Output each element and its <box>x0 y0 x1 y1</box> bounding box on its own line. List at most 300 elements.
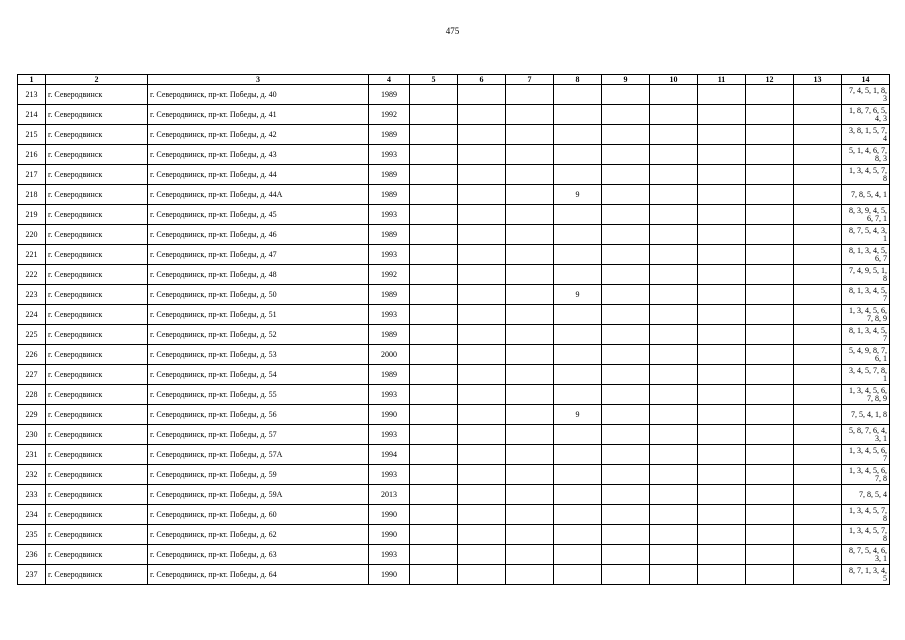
table-row <box>18 405 890 425</box>
empty-cell <box>506 265 554 285</box>
empty-cell <box>506 505 554 525</box>
column-8-cell: 9 <box>554 185 602 205</box>
empty-cell <box>410 105 458 125</box>
empty-cell <box>410 545 458 565</box>
year-cell: 1990 <box>369 405 410 425</box>
row-number-cell: 222 <box>18 265 46 285</box>
column-14-cell <box>842 385 890 405</box>
column-14-line: 3 <box>883 93 887 103</box>
empty-cell <box>794 545 842 565</box>
empty-cell <box>506 305 554 325</box>
empty-cell <box>650 565 698 585</box>
empty-cell <box>410 325 458 345</box>
empty-cell <box>698 385 746 405</box>
column-14-cell <box>842 205 890 225</box>
empty-cell <box>602 465 650 485</box>
column-14-line: 8 <box>883 273 887 283</box>
column-14-line: 7, 5, 4, 1, 8 <box>851 409 887 419</box>
table-row <box>18 545 890 565</box>
row-number-cell: 216 <box>18 145 46 165</box>
year-cell: 1993 <box>369 425 410 445</box>
column-8-cell <box>554 465 602 485</box>
empty-cell <box>410 385 458 405</box>
address-cell: г. Северодвинск, пр-кт. Победы, д. 60 <box>148 505 369 525</box>
settlement-cell: г. Северодвинск <box>46 525 148 545</box>
column-header: 6 <box>458 75 506 85</box>
empty-cell <box>506 185 554 205</box>
year-cell: 1993 <box>369 545 410 565</box>
empty-cell <box>746 345 794 365</box>
empty-cell <box>794 245 842 265</box>
empty-cell <box>410 345 458 365</box>
empty-cell <box>794 305 842 325</box>
settlement-cell: г. Северодвинск <box>46 205 148 225</box>
column-14-line: 6, 7, 1 <box>867 213 887 223</box>
empty-cell <box>698 85 746 105</box>
table-row <box>18 485 890 505</box>
table-row <box>18 345 890 365</box>
empty-cell <box>410 565 458 585</box>
year-cell: 1993 <box>369 385 410 405</box>
column-14-line: 5 <box>883 573 887 583</box>
empty-cell <box>794 225 842 245</box>
empty-cell <box>698 465 746 485</box>
empty-cell <box>458 185 506 205</box>
column-14-line: 4, 3 <box>875 113 887 123</box>
empty-cell <box>458 105 506 125</box>
column-8-cell: 9 <box>554 285 602 305</box>
empty-cell <box>458 565 506 585</box>
empty-cell <box>410 165 458 185</box>
empty-cell <box>458 525 506 545</box>
table-row <box>18 325 890 345</box>
column-header: 13 <box>794 75 842 85</box>
column-14-cell <box>842 285 890 305</box>
empty-cell <box>602 425 650 445</box>
column-14-line: 3, 4, 5, 7, 8, <box>849 365 887 375</box>
empty-cell <box>650 185 698 205</box>
column-header: 11 <box>698 75 746 85</box>
empty-cell <box>506 125 554 145</box>
empty-cell <box>602 185 650 205</box>
empty-cell <box>794 465 842 485</box>
column-8-cell <box>554 365 602 385</box>
table-row <box>18 365 890 385</box>
column-14-line: 1, 3, 4, 5, 7, <box>849 525 887 535</box>
year-cell: 1989 <box>369 85 410 105</box>
column-14-cell <box>842 265 890 285</box>
column-14-cell <box>842 85 890 105</box>
empty-cell <box>506 365 554 385</box>
address-cell: г. Северодвинск, пр-кт. Победы, д. 46 <box>148 225 369 245</box>
settlement-cell: г. Северодвинск <box>46 405 148 425</box>
empty-cell <box>794 485 842 505</box>
row-number-cell: 223 <box>18 285 46 305</box>
column-14-line: 7, 8, 5, 4, 1 <box>851 189 887 199</box>
row-number-cell: 224 <box>18 305 46 325</box>
row-number-cell: 232 <box>18 465 46 485</box>
column-14-line: 8 <box>883 513 887 523</box>
empty-cell <box>458 265 506 285</box>
row-number-cell: 233 <box>18 485 46 505</box>
settlement-cell: г. Северодвинск <box>46 485 148 505</box>
address-cell: г. Северодвинск, пр-кт. Победы, д. 59А <box>148 485 369 505</box>
empty-cell <box>602 525 650 545</box>
empty-cell <box>794 185 842 205</box>
column-14-cell <box>842 125 890 145</box>
settlement-cell: г. Северодвинск <box>46 105 148 125</box>
empty-cell <box>506 565 554 585</box>
empty-cell <box>410 405 458 425</box>
settlement-cell: г. Северодвинск <box>46 125 148 145</box>
column-14-line: 5, 1, 4, 6, 7, <box>849 145 887 155</box>
empty-cell <box>698 125 746 145</box>
empty-cell <box>794 325 842 345</box>
empty-cell <box>698 185 746 205</box>
empty-cell <box>698 225 746 245</box>
empty-cell <box>650 205 698 225</box>
column-14-line: 1, 3, 4, 5, 6, <box>849 305 887 315</box>
address-cell: г. Северодвинск, пр-кт. Победы, д. 50 <box>148 285 369 305</box>
column-14-line: 8, 1, 3, 4, 5, <box>849 325 887 335</box>
column-14-cell <box>842 485 890 505</box>
year-cell: 1989 <box>369 285 410 305</box>
empty-cell <box>602 285 650 305</box>
column-14-cell <box>842 145 890 165</box>
empty-cell <box>794 405 842 425</box>
empty-cell <box>602 265 650 285</box>
year-cell: 1989 <box>369 185 410 205</box>
column-14-cell <box>842 165 890 185</box>
year-cell: 1993 <box>369 465 410 485</box>
empty-cell <box>746 105 794 125</box>
empty-cell <box>410 205 458 225</box>
address-cell: г. Северодвинск, пр-кт. Победы, д. 44А <box>148 185 369 205</box>
year-cell: 1989 <box>369 365 410 385</box>
empty-cell <box>410 125 458 145</box>
column-8-cell <box>554 545 602 565</box>
column-14-line: 6, 1 <box>875 353 887 363</box>
empty-cell <box>458 485 506 505</box>
empty-cell <box>650 225 698 245</box>
empty-cell <box>698 485 746 505</box>
table-row <box>18 85 890 105</box>
column-14-line: 8, 7, 1, 3, 4, <box>849 565 887 575</box>
column-14-line: 8 <box>883 173 887 183</box>
empty-cell <box>650 445 698 465</box>
empty-cell <box>458 505 506 525</box>
empty-cell <box>506 525 554 545</box>
column-14-line: 1, 3, 4, 5, 7, <box>849 165 887 175</box>
empty-cell <box>650 485 698 505</box>
empty-cell <box>746 145 794 165</box>
empty-cell <box>650 505 698 525</box>
empty-cell <box>698 105 746 125</box>
column-header: 4 <box>369 75 410 85</box>
column-header: 7 <box>506 75 554 85</box>
table-row <box>18 205 890 225</box>
empty-cell <box>746 245 794 265</box>
empty-cell <box>698 425 746 445</box>
empty-cell <box>650 405 698 425</box>
column-header: 10 <box>650 75 698 85</box>
address-cell: г. Северодвинск, пр-кт. Победы, д. 47 <box>148 245 369 265</box>
year-cell: 2000 <box>369 345 410 365</box>
empty-cell <box>506 225 554 245</box>
empty-cell <box>698 325 746 345</box>
empty-cell <box>698 365 746 385</box>
column-8-cell <box>554 565 602 585</box>
year-cell: 1990 <box>369 525 410 545</box>
empty-cell <box>602 245 650 265</box>
empty-cell <box>506 285 554 305</box>
empty-cell <box>746 505 794 525</box>
empty-cell <box>410 185 458 205</box>
address-cell: г. Северодвинск, пр-кт. Победы, д. 43 <box>148 145 369 165</box>
table-row <box>18 105 890 125</box>
row-number-cell: 213 <box>18 85 46 105</box>
empty-cell <box>602 345 650 365</box>
column-header: 14 <box>842 75 890 85</box>
settlement-cell: г. Северодвинск <box>46 325 148 345</box>
column-header: 2 <box>46 75 148 85</box>
address-cell: г. Северодвинск, пр-кт. Победы, д. 59 <box>148 465 369 485</box>
empty-cell <box>506 465 554 485</box>
column-14-line: 8, 7, 5, 4, 3, <box>849 225 887 235</box>
table-row <box>18 305 890 325</box>
row-number-cell: 218 <box>18 185 46 205</box>
address-cell: г. Северодвинск, пр-кт. Победы, д. 54 <box>148 365 369 385</box>
empty-cell <box>506 85 554 105</box>
column-14-line: 8, 1, 3, 4, 5, <box>849 285 887 295</box>
empty-cell <box>602 145 650 165</box>
settlement-cell: г. Северодвинск <box>46 505 148 525</box>
column-14-line: 8, 3, 9, 4, 5, <box>849 205 887 215</box>
year-cell: 1992 <box>369 265 410 285</box>
empty-cell <box>506 405 554 425</box>
empty-cell <box>506 445 554 465</box>
row-number-cell: 215 <box>18 125 46 145</box>
settlement-cell: г. Северодвинск <box>46 465 148 485</box>
empty-cell <box>746 285 794 305</box>
row-number-cell: 225 <box>18 325 46 345</box>
empty-cell <box>746 305 794 325</box>
empty-cell <box>506 425 554 445</box>
empty-cell <box>650 85 698 105</box>
column-14-cell <box>842 325 890 345</box>
empty-cell <box>746 265 794 285</box>
address-cell: г. Северодвинск, пр-кт. Победы, д. 56 <box>148 405 369 425</box>
address-cell: г. Северодвинск, пр-кт. Победы, д. 51 <box>148 305 369 325</box>
row-number-cell: 230 <box>18 425 46 445</box>
column-14-line: 7, 4, 5, 1, 8, <box>849 85 887 95</box>
column-8-cell <box>554 125 602 145</box>
empty-cell <box>458 345 506 365</box>
empty-cell <box>506 105 554 125</box>
empty-cell <box>458 325 506 345</box>
table-row <box>18 285 890 305</box>
row-number-cell: 237 <box>18 565 46 585</box>
address-cell: г. Северодвинск, пр-кт. Победы, д. 57 <box>148 425 369 445</box>
column-header: 3 <box>148 75 369 85</box>
empty-cell <box>794 165 842 185</box>
empty-cell <box>794 145 842 165</box>
column-14-line: 3, 8, 1, 5, 7, <box>849 125 887 135</box>
column-8-cell <box>554 85 602 105</box>
empty-cell <box>650 245 698 265</box>
column-14-line: 7 <box>883 333 887 343</box>
empty-cell <box>794 345 842 365</box>
empty-cell <box>698 565 746 585</box>
column-14-line: 7, 8 <box>875 473 887 483</box>
row-number-cell: 227 <box>18 365 46 385</box>
empty-cell <box>746 165 794 185</box>
column-14-line: 8, 7, 5, 4, 6, <box>849 545 887 555</box>
column-8-cell <box>554 385 602 405</box>
empty-cell <box>794 205 842 225</box>
column-14-line: 7 <box>883 293 887 303</box>
empty-cell <box>698 205 746 225</box>
column-8-cell <box>554 245 602 265</box>
row-number-cell: 235 <box>18 525 46 545</box>
row-number-cell: 219 <box>18 205 46 225</box>
column-14-cell <box>842 245 890 265</box>
empty-cell <box>602 325 650 345</box>
column-14-cell <box>842 345 890 365</box>
year-cell: 1993 <box>369 205 410 225</box>
empty-cell <box>698 265 746 285</box>
empty-cell <box>794 525 842 545</box>
column-14-cell <box>842 365 890 385</box>
column-header: 8 <box>554 75 602 85</box>
empty-cell <box>410 365 458 385</box>
column-14-cell <box>842 425 890 445</box>
table-row <box>18 385 890 405</box>
empty-cell <box>458 305 506 325</box>
address-cell: г. Северодвинск, пр-кт. Победы, д. 53 <box>148 345 369 365</box>
empty-cell <box>458 245 506 265</box>
empty-cell <box>794 445 842 465</box>
column-14-line: 1 <box>883 373 887 383</box>
column-14-cell <box>842 445 890 465</box>
empty-cell <box>602 545 650 565</box>
empty-cell <box>746 465 794 485</box>
column-header: 1 <box>18 75 46 85</box>
column-8-cell <box>554 205 602 225</box>
empty-cell <box>458 205 506 225</box>
empty-cell <box>794 365 842 385</box>
empty-cell <box>506 485 554 505</box>
empty-cell <box>458 365 506 385</box>
row-number-cell: 231 <box>18 445 46 465</box>
column-8-cell <box>554 425 602 445</box>
year-cell: 1993 <box>369 145 410 165</box>
empty-cell <box>698 345 746 365</box>
empty-cell <box>650 145 698 165</box>
empty-cell <box>410 145 458 165</box>
empty-cell <box>746 185 794 205</box>
empty-cell <box>410 485 458 505</box>
empty-cell <box>602 105 650 125</box>
settlement-cell: г. Северодвинск <box>46 565 148 585</box>
empty-cell <box>794 105 842 125</box>
empty-cell <box>458 125 506 145</box>
empty-cell <box>458 285 506 305</box>
table-row <box>18 565 890 585</box>
settlement-cell: г. Северодвинск <box>46 185 148 205</box>
empty-cell <box>506 205 554 225</box>
column-14-line: 4 <box>883 133 887 143</box>
column-14-line: 1, 3, 4, 5, 7, <box>849 505 887 515</box>
settlement-cell: г. Северодвинск <box>46 285 148 305</box>
empty-cell <box>506 325 554 345</box>
empty-cell <box>698 285 746 305</box>
row-number-cell: 228 <box>18 385 46 405</box>
empty-cell <box>458 405 506 425</box>
empty-cell <box>650 525 698 545</box>
empty-cell <box>698 445 746 465</box>
empty-cell <box>698 305 746 325</box>
address-cell: г. Северодвинск, пр-кт. Победы, д. 48 <box>148 265 369 285</box>
empty-cell <box>746 445 794 465</box>
empty-cell <box>410 285 458 305</box>
column-14-cell <box>842 565 890 585</box>
address-cell: г. Северодвинск, пр-кт. Победы, д. 57А <box>148 445 369 465</box>
column-8-cell <box>554 325 602 345</box>
empty-cell <box>602 385 650 405</box>
column-14-line: 1, 3, 4, 5, 6, <box>849 445 887 455</box>
empty-cell <box>602 165 650 185</box>
empty-cell <box>410 525 458 545</box>
address-cell: г. Северодвинск, пр-кт. Победы, д. 52 <box>148 325 369 345</box>
empty-cell <box>458 425 506 445</box>
empty-cell <box>746 225 794 245</box>
column-8-cell <box>554 265 602 285</box>
column-8-cell <box>554 305 602 325</box>
settlement-cell: г. Северодвинск <box>46 225 148 245</box>
empty-cell <box>458 165 506 185</box>
settlement-cell: г. Северодвинск <box>46 365 148 385</box>
column-14-cell <box>842 465 890 485</box>
column-14-cell <box>842 545 890 565</box>
column-header: 9 <box>602 75 650 85</box>
empty-cell <box>602 125 650 145</box>
empty-cell <box>794 505 842 525</box>
column-14-cell <box>842 225 890 245</box>
empty-cell <box>746 405 794 425</box>
row-number-cell: 236 <box>18 545 46 565</box>
column-14-cell <box>842 505 890 525</box>
empty-cell <box>458 145 506 165</box>
column-8-cell <box>554 165 602 185</box>
empty-cell <box>746 485 794 505</box>
row-number-cell: 226 <box>18 345 46 365</box>
empty-cell <box>794 85 842 105</box>
year-cell: 1989 <box>369 225 410 245</box>
empty-cell <box>602 565 650 585</box>
year-cell: 1993 <box>369 305 410 325</box>
settlement-cell: г. Северодвинск <box>46 385 148 405</box>
column-14-line: 8, 1, 3, 4, 5, <box>849 245 887 255</box>
column-14-cell <box>842 105 890 125</box>
empty-cell <box>506 545 554 565</box>
empty-cell <box>602 365 650 385</box>
empty-cell <box>650 125 698 145</box>
settlement-cell: г. Северодвинск <box>46 305 148 325</box>
column-14-cell <box>842 405 890 425</box>
empty-cell <box>458 225 506 245</box>
empty-cell <box>602 505 650 525</box>
